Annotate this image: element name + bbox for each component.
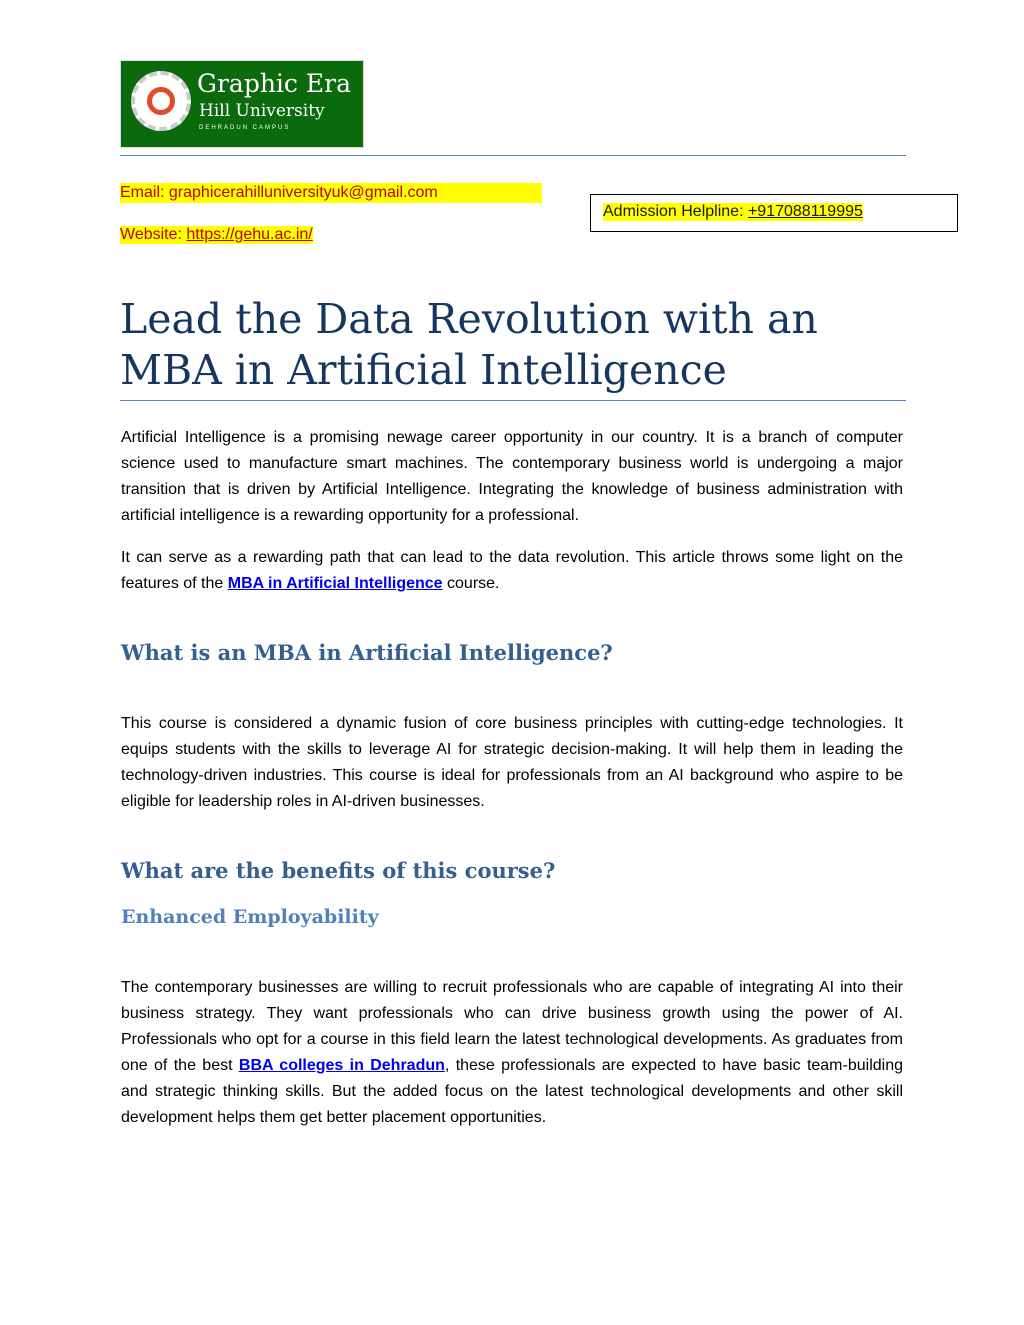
logo-line1: Graphic Era [197, 69, 351, 98]
mba-ai-link[interactable]: MBA in Artificial Intelligence [227, 575, 443, 592]
helpline-label: Admission Helpline: [603, 203, 748, 220]
page-title: Lead the Data Revolution with an MBA in Artificial Intelligence [120, 295, 818, 394]
text: It can serve as a rewarding path that can lead to the data revolution. This article throws some light on the features of the [121, 549, 903, 592]
bba-colleges-link[interactable]: BBA colleges in Dehradun [238, 1057, 445, 1074]
website-link[interactable]: https://gehu.ac.in/ [186, 226, 313, 243]
intro-paragraph-1: Artificial Intelligence is a promising newage career opportunity in our country. It is a branch of computer science used to manufacture smart machines. The contemporary business world is undergoing a major transition that is driven by Artificial Intelligence. Integrating the knowledge of business administration with artificial intelligence is a rewarding opportunity for a professional. [121, 429, 903, 524]
section2-paragraph [121, 975, 903, 1131]
subheading-employability: Enhanced Employability [121, 906, 379, 928]
header-divider [120, 155, 906, 156]
intro-paragraph-2 [121, 545, 903, 597]
section-heading-what-is: What is an MBA in Artificial Intelligence? [121, 640, 613, 665]
university-logo [120, 60, 364, 148]
title-divider [120, 400, 906, 401]
website-line [120, 226, 313, 244]
text: course. [442, 575, 500, 592]
email-label: Email: [120, 184, 169, 201]
logo-line3: DEHRADUN CAMPUS [199, 125, 291, 131]
section-heading-benefits: What are the benefits of this course? [121, 858, 556, 883]
section1-paragraph: This course is considered a dynamic fusion of core business principles with cutting-edge technologies. It equips students with the skills to leverage AI for strategic decision-making. It will help them in leading the technology-driven industries. This course is ideal for professionals from an AI background who aspire to be eligible for leadership roles in AI-driven businesses. [121, 715, 903, 810]
text: The contemporary businesses are willing to recruit professionals who are capable of integrating AI into their business strategy. They want professionals who can drive business growth using the power of AI. Professionals who opt for a course in this field learn the latest technological developments. As graduates from one of the best [121, 979, 903, 1074]
helpline-link[interactable]: +917088119995 [747, 203, 863, 220]
website-label: Website: [120, 226, 187, 243]
seal-icon [131, 71, 191, 131]
email-line [120, 183, 542, 203]
helpline-box [590, 194, 958, 232]
logo-line2: Hill University [199, 101, 325, 121]
email-text: graphicerahilluniversityuk@gmail.com [168, 184, 438, 201]
text: , these professionals are expected to have basic team-building and strategic thinking skills. But the added focus on the latest technological developments and other skill development helps them get better placement opportunities. [121, 1057, 903, 1126]
